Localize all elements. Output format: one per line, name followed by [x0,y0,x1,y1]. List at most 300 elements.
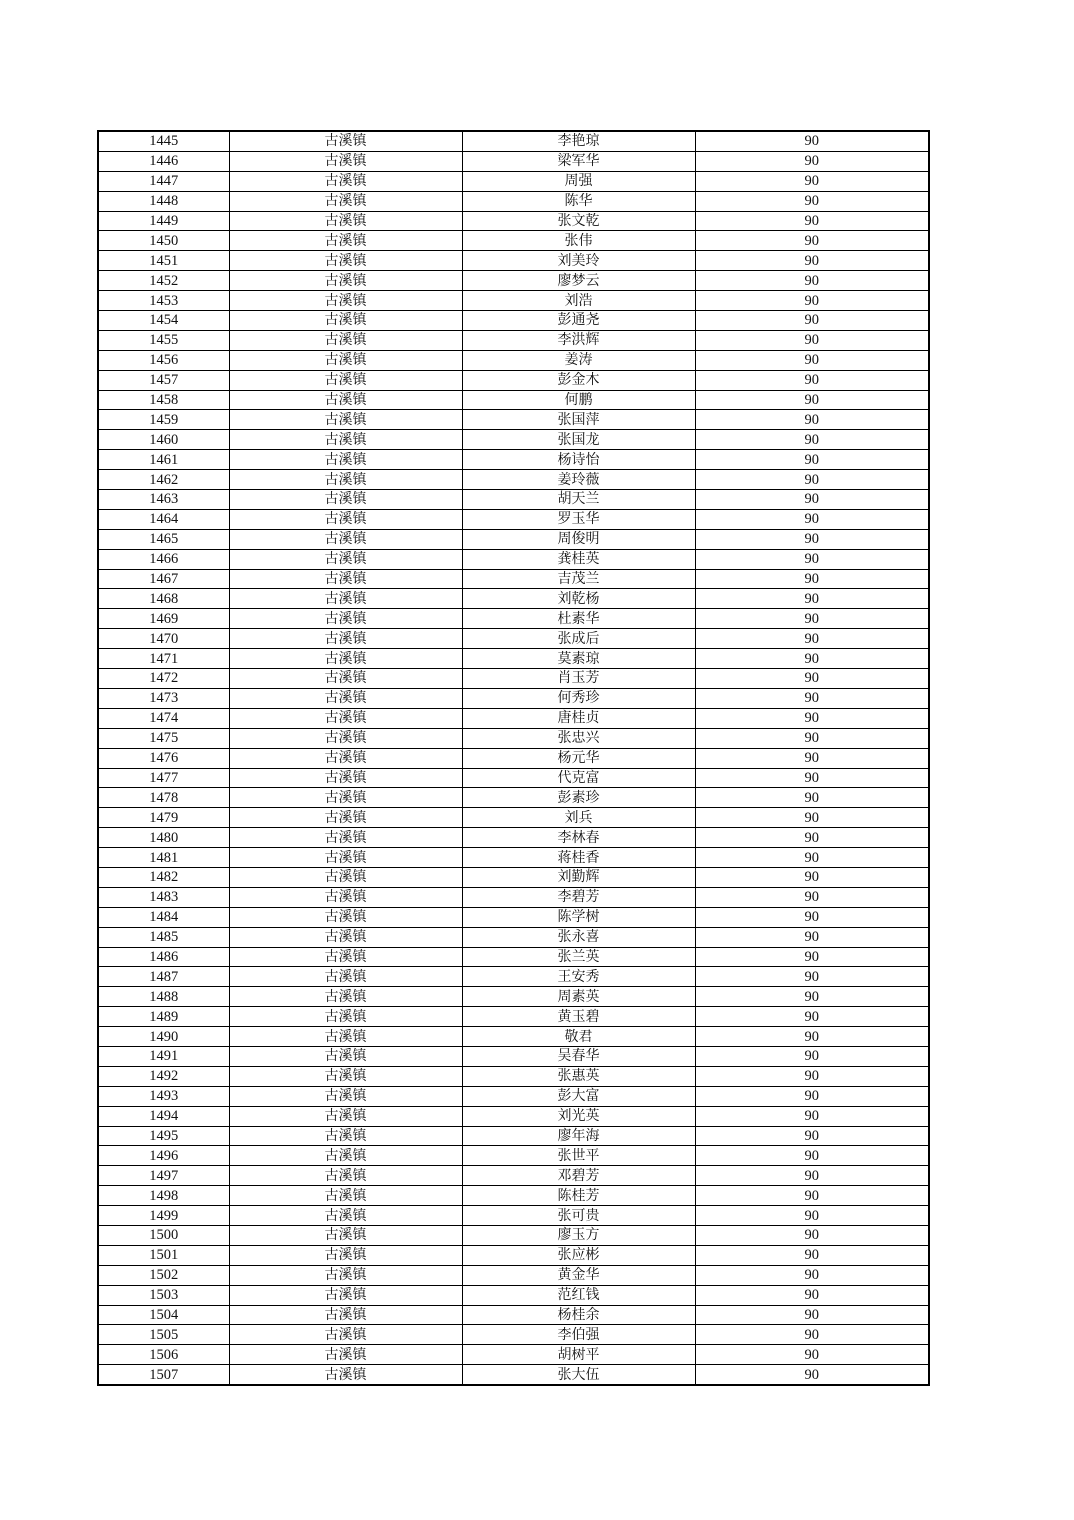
table-row [98,1046,929,1066]
table-row [98,1265,929,1285]
row-number-cell: 1481 [98,848,229,868]
town-cell: 古溪镇 [229,1365,462,1385]
row-number-cell: 1479 [98,808,229,828]
town-cell: 古溪镇 [229,490,462,510]
name-cell: 张伟 [462,231,695,251]
name-cell: 梁军华 [462,151,695,171]
town-cell: 古溪镇 [229,848,462,868]
town-cell: 古溪镇 [229,768,462,788]
score-cell: 90 [695,390,929,410]
name-cell: 范红钱 [462,1285,695,1305]
town-cell: 古溪镇 [229,927,462,947]
name-cell: 黄玉碧 [462,1007,695,1027]
table-row [98,788,929,808]
table-row [98,330,929,350]
table-row [98,569,929,589]
town-cell: 古溪镇 [229,1206,462,1226]
town-cell: 古溪镇 [229,1225,462,1245]
town-cell: 古溪镇 [229,191,462,211]
town-cell: 古溪镇 [229,291,462,311]
table-row [98,191,929,211]
name-cell: 唐桂贞 [462,708,695,728]
name-cell: 张成后 [462,629,695,649]
table-row [98,708,929,728]
score-cell: 90 [695,1007,929,1027]
score-cell: 90 [695,1086,929,1106]
row-number-cell: 1451 [98,251,229,271]
town-cell: 古溪镇 [229,509,462,529]
table-row [98,947,929,967]
table-row [98,311,929,331]
table-row [98,1126,929,1146]
score-cell: 90 [695,649,929,669]
name-cell: 陈学树 [462,907,695,927]
town-cell: 古溪镇 [229,1007,462,1027]
score-cell: 90 [695,728,929,748]
score-cell: 90 [695,450,929,470]
name-cell: 彭素珍 [462,788,695,808]
name-cell: 廖玉方 [462,1225,695,1245]
row-number-cell: 1466 [98,549,229,569]
town-cell: 古溪镇 [229,1245,462,1265]
town-cell: 古溪镇 [229,708,462,728]
town-cell: 古溪镇 [229,1027,462,1047]
town-cell: 古溪镇 [229,1265,462,1285]
table-row [98,171,929,191]
row-number-cell: 1488 [98,987,229,1007]
score-cell: 90 [695,808,929,828]
score-cell: 90 [695,430,929,450]
row-number-cell: 1462 [98,470,229,490]
town-cell: 古溪镇 [229,669,462,689]
name-cell: 李伯强 [462,1325,695,1345]
name-cell: 黄金华 [462,1265,695,1285]
score-cell: 90 [695,509,929,529]
name-cell: 杨诗怡 [462,450,695,470]
name-cell: 姜涛 [462,350,695,370]
name-cell: 陈桂芳 [462,1186,695,1206]
row-number-cell: 1503 [98,1285,229,1305]
table-row [98,1245,929,1265]
score-cell: 90 [695,529,929,549]
town-cell: 古溪镇 [229,251,462,271]
row-number-cell: 1497 [98,1166,229,1186]
table-row [98,470,929,490]
name-cell: 张国萍 [462,410,695,430]
town-cell: 古溪镇 [229,828,462,848]
score-cell: 90 [695,629,929,649]
score-cell: 90 [695,1046,929,1066]
row-number-cell: 1453 [98,291,229,311]
row-number-cell: 1447 [98,171,229,191]
score-cell: 90 [695,410,929,430]
name-cell: 李艳琼 [462,131,695,151]
name-cell: 邓碧芳 [462,1166,695,1186]
town-cell: 古溪镇 [229,450,462,470]
name-cell: 张大伍 [462,1365,695,1385]
town-cell: 古溪镇 [229,390,462,410]
row-number-cell: 1472 [98,669,229,689]
name-cell: 肖玉芳 [462,669,695,689]
score-cell: 90 [695,748,929,768]
row-number-cell: 1491 [98,1046,229,1066]
name-cell: 吉茂兰 [462,569,695,589]
row-number-cell: 1465 [98,529,229,549]
town-cell: 古溪镇 [229,688,462,708]
row-number-cell: 1471 [98,649,229,669]
town-cell: 古溪镇 [229,887,462,907]
table-row [98,549,929,569]
table-row [98,1285,929,1305]
name-cell: 何鹏 [462,390,695,410]
name-cell: 刘勤辉 [462,867,695,887]
table-row [98,1086,929,1106]
name-cell: 周强 [462,171,695,191]
row-number-cell: 1454 [98,311,229,331]
score-cell: 90 [695,688,929,708]
name-cell: 刘浩 [462,291,695,311]
town-cell: 古溪镇 [229,867,462,887]
score-cell: 90 [695,887,929,907]
table-row [98,131,929,151]
name-cell: 杨桂余 [462,1305,695,1325]
name-cell: 代克富 [462,768,695,788]
row-number-cell: 1496 [98,1146,229,1166]
score-cell: 90 [695,1206,929,1226]
table-row [98,430,929,450]
table-row [98,1365,929,1385]
table-row [98,490,929,510]
row-number-cell: 1468 [98,589,229,609]
score-cell: 90 [695,947,929,967]
row-number-cell: 1480 [98,828,229,848]
town-cell: 古溪镇 [229,430,462,450]
score-cell: 90 [695,1325,929,1345]
score-cell: 90 [695,1305,929,1325]
row-number-cell: 1457 [98,370,229,390]
name-cell: 周素英 [462,987,695,1007]
town-cell: 古溪镇 [229,728,462,748]
row-number-cell: 1489 [98,1007,229,1027]
name-cell: 蒋桂香 [462,848,695,868]
town-cell: 古溪镇 [229,1345,462,1365]
town-cell: 古溪镇 [229,1086,462,1106]
row-number-cell: 1507 [98,1365,229,1385]
town-cell: 古溪镇 [229,410,462,430]
table-row [98,410,929,430]
town-cell: 古溪镇 [229,330,462,350]
name-cell: 彭金木 [462,370,695,390]
table-row [98,927,929,947]
row-number-cell: 1485 [98,927,229,947]
table-row [98,669,929,689]
score-cell: 90 [695,211,929,231]
table-row [98,350,929,370]
table-row [98,370,929,390]
town-cell: 古溪镇 [229,131,462,151]
row-number-cell: 1486 [98,947,229,967]
row-number-cell: 1461 [98,450,229,470]
table-row [98,529,929,549]
row-number-cell: 1464 [98,509,229,529]
score-cell: 90 [695,1345,929,1365]
name-cell: 李林春 [462,828,695,848]
row-number-cell: 1499 [98,1206,229,1226]
name-cell: 张惠英 [462,1066,695,1086]
score-cell: 90 [695,1365,929,1385]
table-body [98,131,929,1385]
row-number-cell: 1490 [98,1027,229,1047]
score-cell: 90 [695,1027,929,1047]
row-number-cell: 1470 [98,629,229,649]
score-cell: 90 [695,967,929,987]
town-cell: 古溪镇 [229,569,462,589]
name-cell: 刘兵 [462,808,695,828]
score-cell: 90 [695,1066,929,1086]
town-cell: 古溪镇 [229,470,462,490]
score-cell: 90 [695,1186,929,1206]
name-cell: 张永喜 [462,927,695,947]
score-cell: 90 [695,191,929,211]
town-cell: 古溪镇 [229,788,462,808]
name-cell: 罗玉华 [462,509,695,529]
row-number-cell: 1482 [98,867,229,887]
table-row [98,211,929,231]
score-cell: 90 [695,251,929,271]
table-row [98,1225,929,1245]
town-cell: 古溪镇 [229,211,462,231]
table-row [98,867,929,887]
score-cell: 90 [695,848,929,868]
table-row [98,649,929,669]
name-cell: 张文乾 [462,211,695,231]
row-number-cell: 1452 [98,271,229,291]
name-cell: 张世平 [462,1146,695,1166]
score-cell: 90 [695,271,929,291]
score-cell: 90 [695,1166,929,1186]
table-row [98,450,929,470]
score-cell: 90 [695,470,929,490]
town-cell: 古溪镇 [229,1166,462,1186]
row-number-cell: 1460 [98,430,229,450]
table-row [98,1345,929,1365]
score-cell: 90 [695,171,929,191]
row-number-cell: 1502 [98,1265,229,1285]
town-cell: 古溪镇 [229,1106,462,1126]
town-cell: 古溪镇 [229,967,462,987]
table-row [98,151,929,171]
row-number-cell: 1500 [98,1225,229,1245]
row-number-cell: 1484 [98,907,229,927]
town-cell: 古溪镇 [229,629,462,649]
town-cell: 古溪镇 [229,370,462,390]
table-row [98,1007,929,1027]
name-cell: 姜玲薇 [462,470,695,490]
row-number-cell: 1505 [98,1325,229,1345]
row-number-cell: 1504 [98,1305,229,1325]
score-cell: 90 [695,828,929,848]
row-number-cell: 1501 [98,1245,229,1265]
row-number-cell: 1456 [98,350,229,370]
row-number-cell: 1495 [98,1126,229,1146]
town-cell: 古溪镇 [229,987,462,1007]
name-cell: 张忠兴 [462,728,695,748]
row-number-cell: 1475 [98,728,229,748]
table-row [98,231,929,251]
table-row [98,271,929,291]
town-cell: 古溪镇 [229,1325,462,1345]
town-cell: 古溪镇 [229,808,462,828]
row-number-cell: 1449 [98,211,229,231]
name-cell: 莫素琼 [462,649,695,669]
name-cell: 李碧芳 [462,887,695,907]
name-cell: 彭通尧 [462,311,695,331]
table-row [98,509,929,529]
town-cell: 古溪镇 [229,907,462,927]
town-cell: 古溪镇 [229,231,462,251]
name-cell: 彭大富 [462,1086,695,1106]
row-number-cell: 1492 [98,1066,229,1086]
table-row [98,728,929,748]
town-cell: 古溪镇 [229,589,462,609]
name-cell: 杜素华 [462,609,695,629]
score-cell: 90 [695,609,929,629]
table-row [98,1166,929,1186]
name-cell: 何秀珍 [462,688,695,708]
table-row [98,848,929,868]
row-number-cell: 1493 [98,1086,229,1106]
name-cell: 刘光英 [462,1106,695,1126]
name-cell: 张国龙 [462,430,695,450]
score-cell: 90 [695,131,929,151]
score-cell: 90 [695,291,929,311]
table-row [98,1146,929,1166]
town-cell: 古溪镇 [229,549,462,569]
table-row [98,907,929,927]
table-row [98,251,929,271]
score-cell: 90 [695,370,929,390]
row-number-cell: 1494 [98,1106,229,1126]
table-row [98,808,929,828]
score-cell: 90 [695,589,929,609]
row-number-cell: 1474 [98,708,229,728]
score-cell: 90 [695,1225,929,1245]
score-cell: 90 [695,569,929,589]
name-cell: 龚桂英 [462,549,695,569]
town-cell: 古溪镇 [229,151,462,171]
name-cell: 胡树平 [462,1345,695,1365]
table-row [98,828,929,848]
score-cell: 90 [695,1265,929,1285]
table-row [98,1325,929,1345]
score-cell: 90 [695,311,929,331]
score-cell: 90 [695,669,929,689]
name-cell: 张应彬 [462,1245,695,1265]
name-cell: 周俊明 [462,529,695,549]
score-cell: 90 [695,708,929,728]
town-cell: 古溪镇 [229,1066,462,1086]
row-number-cell: 1483 [98,887,229,907]
town-cell: 古溪镇 [229,1186,462,1206]
name-cell: 刘美玲 [462,251,695,271]
town-cell: 古溪镇 [229,609,462,629]
row-number-cell: 1478 [98,788,229,808]
town-cell: 古溪镇 [229,947,462,967]
table-row [98,768,929,788]
town-cell: 古溪镇 [229,350,462,370]
table-row [98,629,929,649]
row-number-cell: 1448 [98,191,229,211]
row-number-cell: 1445 [98,131,229,151]
table-row [98,688,929,708]
row-number-cell: 1463 [98,490,229,510]
row-number-cell: 1506 [98,1345,229,1365]
name-cell: 吴春华 [462,1046,695,1066]
town-cell: 古溪镇 [229,1285,462,1305]
data-table [97,130,930,1386]
score-cell: 90 [695,490,929,510]
table-row [98,987,929,1007]
row-number-cell: 1473 [98,688,229,708]
score-cell: 90 [695,549,929,569]
table-row [98,1106,929,1126]
town-cell: 古溪镇 [229,748,462,768]
table-row [98,1186,929,1206]
town-cell: 古溪镇 [229,649,462,669]
row-number-cell: 1487 [98,967,229,987]
town-cell: 古溪镇 [229,171,462,191]
score-cell: 90 [695,768,929,788]
name-cell: 胡天兰 [462,490,695,510]
name-cell: 刘乾杨 [462,589,695,609]
score-cell: 90 [695,907,929,927]
town-cell: 古溪镇 [229,271,462,291]
town-cell: 古溪镇 [229,529,462,549]
table-row [98,609,929,629]
score-cell: 90 [695,1146,929,1166]
row-number-cell: 1477 [98,768,229,788]
row-number-cell: 1459 [98,410,229,430]
town-cell: 古溪镇 [229,1126,462,1146]
town-cell: 古溪镇 [229,1305,462,1325]
town-cell: 古溪镇 [229,1146,462,1166]
table-row [98,1027,929,1047]
score-cell: 90 [695,1245,929,1265]
score-cell: 90 [695,1126,929,1146]
town-cell: 古溪镇 [229,311,462,331]
table-row [98,748,929,768]
name-cell: 张可贵 [462,1206,695,1226]
name-cell: 王安秀 [462,967,695,987]
row-number-cell: 1450 [98,231,229,251]
name-cell: 陈华 [462,191,695,211]
name-cell: 廖梦云 [462,271,695,291]
name-cell: 杨元华 [462,748,695,768]
table-row [98,1305,929,1325]
table-row [98,967,929,987]
table-row [98,1066,929,1086]
row-number-cell: 1498 [98,1186,229,1206]
score-cell: 90 [695,788,929,808]
score-cell: 90 [695,927,929,947]
name-cell: 敬君 [462,1027,695,1047]
score-cell: 90 [695,1285,929,1305]
name-cell: 李洪辉 [462,330,695,350]
row-number-cell: 1458 [98,390,229,410]
table-row [98,887,929,907]
score-cell: 90 [695,1106,929,1126]
row-number-cell: 1467 [98,569,229,589]
